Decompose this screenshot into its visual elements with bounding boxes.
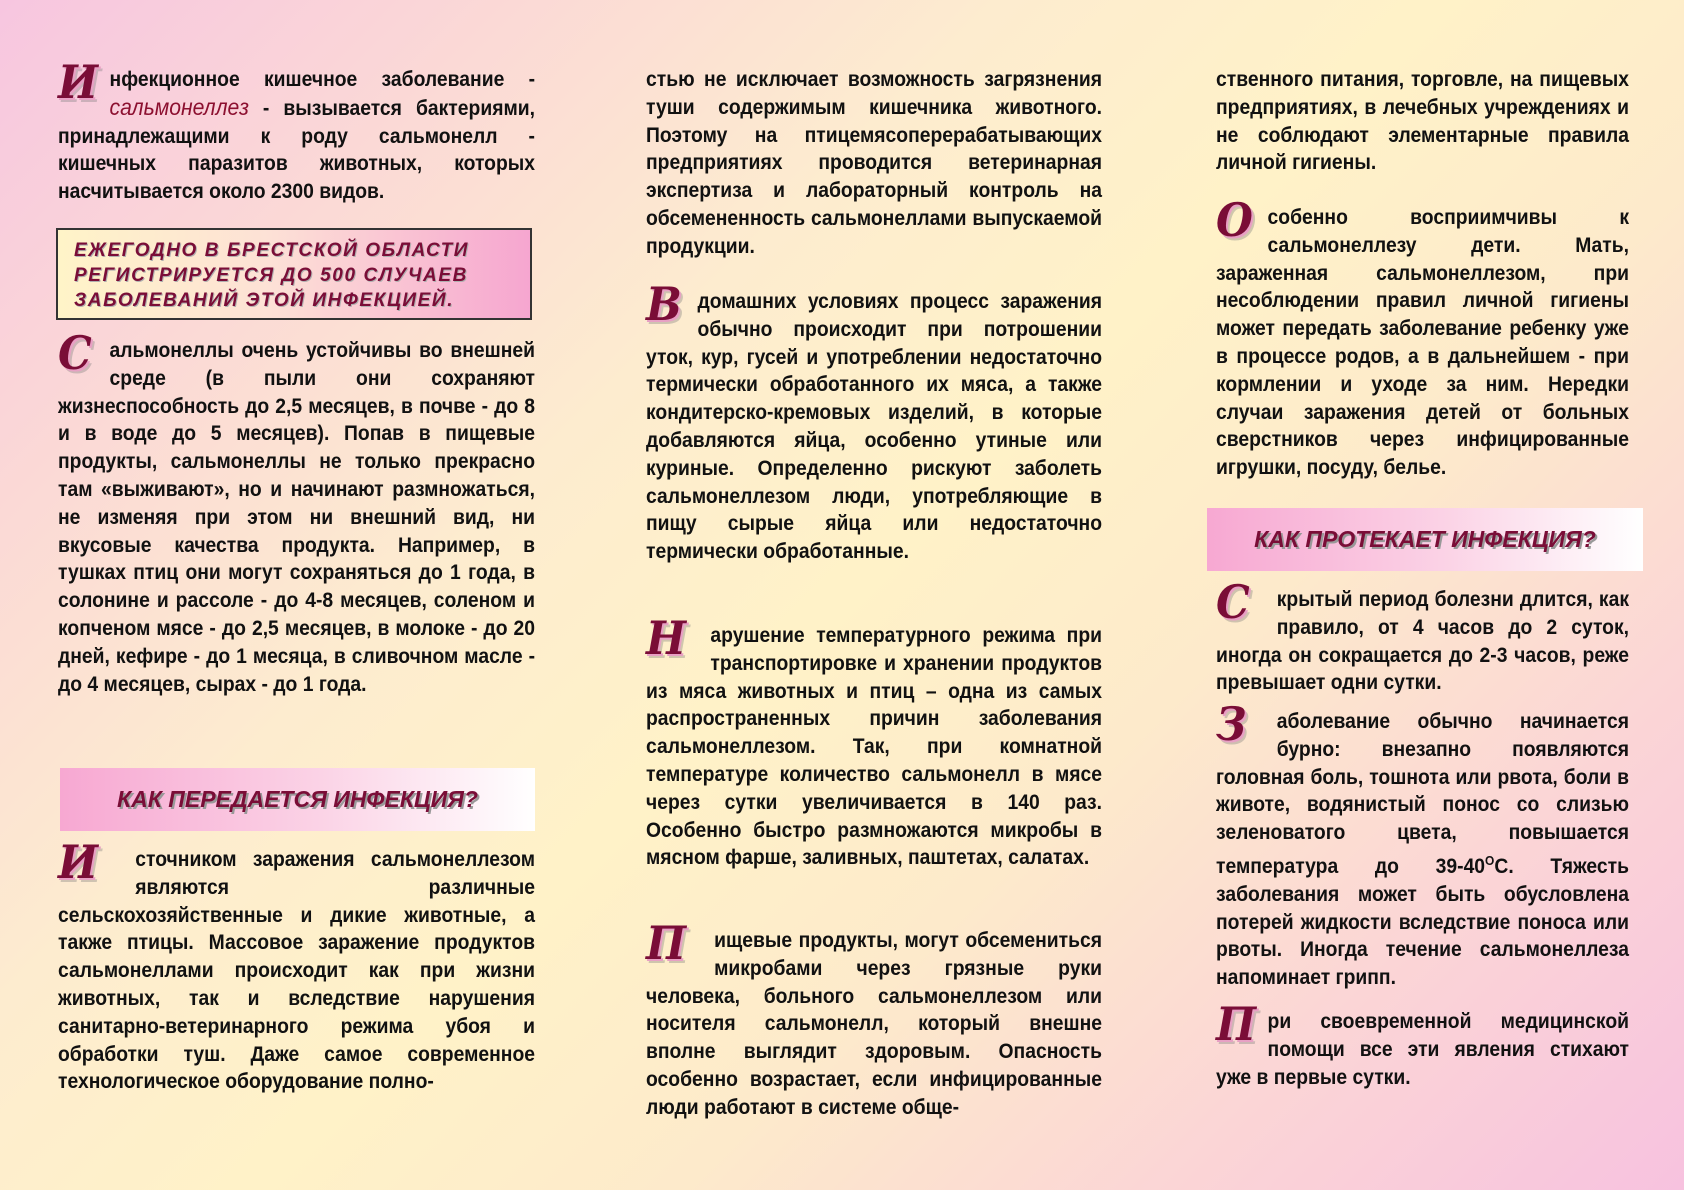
temperature-paragraph: Н арушение температурного режима при транспортировке и хранении продуктов из мяса животных и птиц – одна из самых распространенных причин заболевания сальмонеллезом. Так, при комнатной температуре количество сальмонелл в мясе через сутки увеличивается в 140 раз. Особенно быстро размножаются микробы в мясном фарше, заливных, паштетах, салатах. [646,611,1103,870]
drop-cap: П [646,916,686,970]
drop-cap: И [58,835,98,889]
column-3 [1216,66,1629,177]
food-paragraph: П ищевые продукты, могут обсемениться микробами через грязные руки человека, больного сальмонеллезом или носителя сальмонелл, который внешне вполне выглядит здоровым. Опасность особенно возрастает, если инфицированные люди работают в системе обще- [646,916,1103,1119]
incubation-paragraph: С крытый период болезни длится, как правило, от 4 часов до 2 суток, иногда он сокращается до 2-3 часов, реже превышает одни сутки. [1216,575,1630,695]
continuation-paragraph-2: ственного питания, торговле, на пищевых предприятиях, в лечебных учреждениях и не соблюдают элементарные правила личной гигиены. [1216,68,1630,175]
drop-cap: О [1216,193,1253,247]
column-1-bottom [58,835,536,1096]
drop-cap: В [646,277,682,331]
drop-cap: З [1216,697,1247,751]
children-paragraph: Особенно восприимчивы к сальмонеллезу дети. Мать, зараженная сальмонеллезом, при несоблюдении правил личной гигиены может передать заболевание ребенку уже в процессе родов, а в дальнейшем - при кормлении и уходе за ним. Нередки случаи заражения детей от больных сверстников через инфицированные игрушки, посуду, белье. [1216,193,1630,480]
column-3-symptoms [1216,697,1630,992]
column-1 [58,55,536,206]
drop-cap: П [1216,997,1256,1051]
source-paragraph: И сточником заражения сальмонеллезом являются различные сельскохозяйственные и дикие животные, а также птицы. Массовое заражение продуктов сальмонеллами происходит как при жизни животных, так и вследствие нарушения санитарно-ветеринарного режима убоя и обработки туш. Даже самое современное технологическое оборудование полно- [58,835,536,1094]
treatment-paragraph: При своевременной медицинской помощи все эти явления стихают уже в первые сутки. [1216,997,1630,1089]
column-3-children [1216,193,1630,482]
drop-cap: С [58,326,92,380]
symptoms-paragraph: З аболевание обычно начинается бурно: внезапно появляются головная боль, тошнота или рвота, боли в животе, водянистый понос со слизью зеленоватого цвета, повышается температура до $39-40^ОС$. Тяжесть заболевания может быть обусловлена потерей жидкости вследствие поноса или рвоты. Иногда течение сальмонеллеза напоминает грипп. [1216,697,1630,990]
statistics-callout: ЕЖЕГОДНО В БРЕСТСКОЙ ОБЛАСТИ РЕГИСТРИРУЕТСЯ ДО 500 СЛУЧАЕВ ЗАБОЛЕВАНИЙ ЭТОЙ ИНФЕКЦИЕЙ. [56,228,532,320]
column-3-incubation [1216,575,1630,697]
intro-paragraph: Инфекционное кишечное заболевание - сальмонеллез - вызывается бактериями, принадлежащими к роду сальмонелл - кишечных паразитов животных, которых насчитывается около 2300 видов. [58,55,536,204]
drop-cap: Н [646,611,686,665]
section-heading-course: КАК ПРОТЕКАЕТ ИНФЕКЦИЯ? [1207,508,1643,571]
column-2-temperature [646,611,1103,872]
drop-cap: И [58,55,98,109]
column-2 [646,66,1102,261]
column-1-body [58,326,536,698]
column-2-home [646,277,1103,566]
section-heading-transmission: КАК ПЕРЕДАЕТСЯ ИНФЕКЦИЯ? [60,768,535,831]
column-2-food [646,916,1103,1122]
disease-name: сальмонеллез [109,93,249,120]
continuation-paragraph: стью не исключает возможность загрязнения туши содержимым кишечника животного. Поэтому на птицемясоперерабатывающих предприятиях проводится ветеринарная экспертиза и лабораторный контроль на обсемененность сальмонеллами выпускаемой продукции. [646,68,1103,258]
survival-paragraph: Сальмонеллы очень устойчивы во внешней среде (в пыли они сохраняют жизнеспособность до 2,5 месяцев, в почве - до 8 и в воде до 5 месяцев). Попав в пищевые продукты, сальмонеллы не только прекрасно там «выживают», но и начинают размножаться, не изменяя при этом ни внешний вид, ни вкусовые качества продукта. Например, в тушках птиц они могут сохраняться до 1 года, в солонине и рассоле - до 4-8 месяцев, соленом и копченом мясе - до 2,5 месяцев, в молоке - до 20 дней, кефире - до 1 месяца, в сливочном масле - до 4 месяцев, сырах - до 1 года. [58,326,536,696]
home-infection-paragraph: В домашних условиях процесс заражения обычно происходит при потрошении уток, кур, гусей и употреблении недостаточно термически обработанного их мяса, а также кондитерско-кремовых изделий, в которые добавляются яйца, особенно утиные или куриные. Определенно рискуют заболеть сальмонеллезом люди, употребляющие в пищу сырые яйца или недостаточно термически обработанные. [646,277,1103,564]
column-3-treatment [1216,997,1630,1091]
drop-cap: С [1216,575,1250,629]
